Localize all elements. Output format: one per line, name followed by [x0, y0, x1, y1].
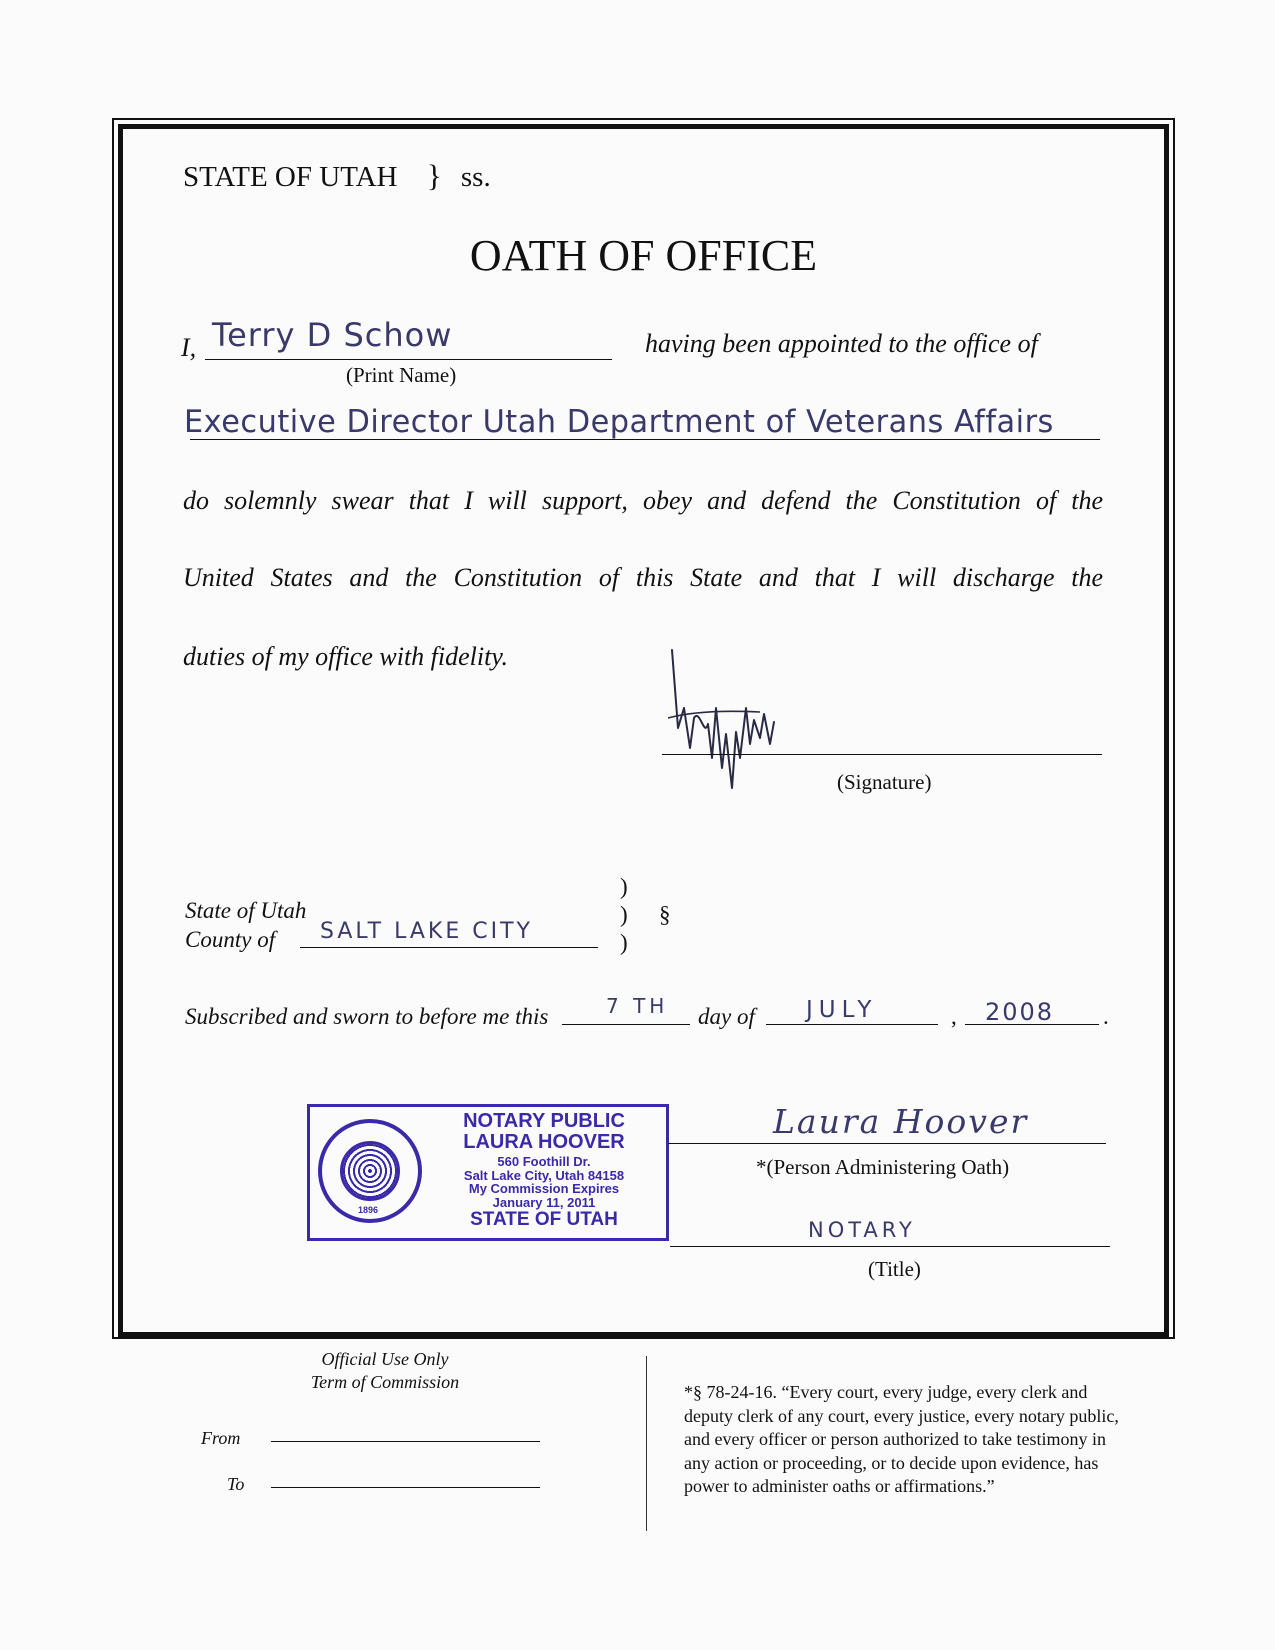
to-label: To	[227, 1474, 245, 1494]
oath-line-1: do solemnly swear that I will support, obey and defend the Constitution of the	[183, 486, 1103, 515]
section-symbol: §	[659, 902, 671, 927]
administrator-line	[668, 1143, 1106, 1144]
document-title: OATH OF OFFICE	[469, 231, 818, 280]
footnote-line-5: power to administer oaths or affirmations.”	[684, 1476, 995, 1496]
office-line	[190, 439, 1100, 440]
day-of-text: day of	[698, 1004, 755, 1029]
footnote-line-2: deputy clerk of any court, every justice, every notary public,	[684, 1405, 1119, 1426]
title-line	[670, 1246, 1110, 1247]
title-handwritten: NOTARY	[808, 1218, 916, 1242]
official-use-label: Official Use Only	[321, 1349, 449, 1369]
oath-line-3: duties of my office with fidelity.	[183, 642, 508, 671]
appointed-text: having been appointed to the office of	[645, 329, 1038, 358]
to-line	[271, 1487, 540, 1488]
administrator-caption: *(Person Administering Oath)	[756, 1155, 1010, 1179]
notary-stamp	[307, 1104, 669, 1241]
subscribed-text: Subscribed and sworn to before me this	[185, 1004, 549, 1029]
venue-paren-3: )	[620, 930, 628, 955]
month-line	[766, 1024, 938, 1025]
stamp-line-3: 560 Foothill Dr.	[497, 1154, 591, 1169]
year-handwritten: 2008	[985, 998, 1055, 1026]
footnote	[684, 1381, 1119, 1499]
state-header-ss: ss.	[460, 161, 491, 193]
footer-divider	[646, 1356, 647, 1531]
day-line	[562, 1024, 690, 1025]
year-line	[965, 1024, 1099, 1025]
appointee-name-handwritten: Terry D Schow	[212, 316, 453, 354]
from-label: From	[201, 1428, 241, 1448]
oath-line-2: United States and the Constitution of this State and that I will discharge the	[183, 563, 1103, 592]
state-header	[183, 158, 491, 194]
venue-county-label: County of	[185, 927, 276, 952]
footnote-line-4: any action or proceeding, or to decide upon evidence, has	[684, 1452, 1099, 1473]
county-handwritten: SALT LAKE CITY	[320, 919, 533, 944]
venue-paren-2: )	[620, 902, 628, 927]
signature-scribble	[660, 648, 810, 793]
office-handwritten: Executive Director Utah Department of Veterans Affairs	[184, 404, 1054, 440]
seal-year: 1896	[358, 1205, 379, 1215]
signature-caption: (Signature)	[837, 770, 932, 794]
stamp-line-7: STATE OF UTAH	[470, 1208, 618, 1230]
seal-emblem	[340, 1141, 400, 1201]
state-header-brace: }	[426, 158, 442, 193]
date-comma: ,	[951, 1004, 957, 1029]
name-line	[205, 359, 612, 360]
stamp-text	[428, 1111, 660, 1230]
prefix-i: I,	[181, 333, 197, 362]
stamp-line-2: LAURA HOOVER	[463, 1131, 625, 1153]
month-handwritten: JULY	[806, 997, 878, 1023]
stamp-line-6: January 11, 2011	[492, 1194, 596, 1210]
footnote-line-1: *§ 78-24-16. “Every court, every judge, every clerk and	[684, 1382, 1088, 1402]
stamp-line-5: My Commission Expires	[468, 1181, 620, 1197]
state-header-label: STATE OF UTAH	[183, 161, 398, 193]
administrator-name-handwritten: Laura Hoover	[773, 1102, 1029, 1141]
day-handwritten: 7 TH	[606, 994, 669, 1018]
stamp-line-4: Salt Lake City, Utah 84158	[463, 1167, 625, 1183]
venue-state: State of Utah	[185, 898, 307, 923]
date-period: .	[1103, 1004, 1109, 1029]
state-seal-icon	[318, 1119, 422, 1223]
stamp-line-1: NOTARY PUBLIC	[463, 1110, 625, 1132]
county-line	[300, 947, 598, 948]
from-line	[271, 1441, 540, 1442]
term-of-commission-label: Term of Commission	[310, 1372, 460, 1392]
print-name-caption: (Print Name)	[346, 363, 457, 387]
signature-line	[662, 754, 1102, 755]
venue-paren-1: )	[620, 874, 628, 899]
footnote-line-3: and every officer or person authorized to take testimony in	[684, 1429, 1107, 1449]
title-caption: (Title)	[868, 1257, 921, 1281]
